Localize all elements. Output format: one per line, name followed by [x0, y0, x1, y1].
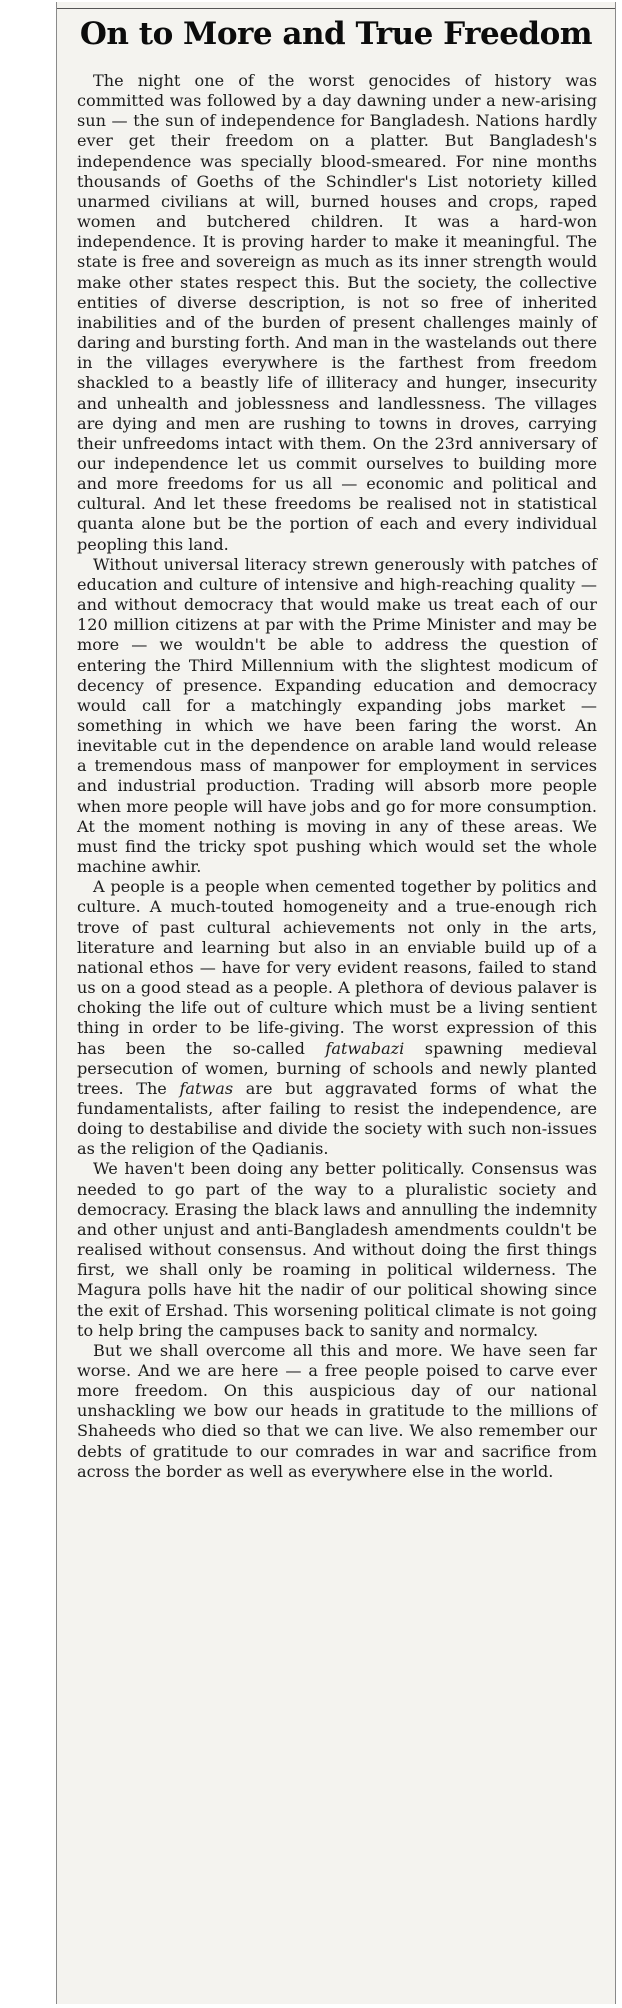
top-rule: [57, 8, 615, 9]
text-run: A people is a people when cemented together by politics and culture. A much-touted homogeneity and a true-enough rich trove of past cultural achievements not only in the arts, literature and learning but also in an enviable build up of a national ethos — have for very evident reasons, failed to stand us on a good stead as a people. A plethora of devious palaver is choking the life out of culture which must be a living sentient thing in order to be life-giving. The worst expression of this has been the so-called: [77, 877, 597, 1058]
article-paragraph: [77, 877, 597, 1159]
text-run: spawning medieval persecution of women, burning of schools and newly planted trees. The: [77, 1038, 598, 1098]
newspaper-clipping: [56, 2, 616, 2004]
text-run: We haven't been doing any better politically. Consensus was needed to go part of the way to a pluralistic society and democracy. Erasing the black laws and annulling the indemnity and other unjust and anti-Bangladesh amendments couldn't be realised without consensus. And without doing the first things first, we shall only be roaming in political wilderness. The Magura polls have hit the nadir of our political showing since the exit of Ershad. This worsening political climate is not going to help bring the campuses back to sanity and normalcy.: [77, 1159, 597, 1340]
article-paragraph: [77, 71, 597, 555]
article-paragraph: [77, 1159, 597, 1340]
article-paragraph: [77, 1341, 597, 1482]
text-run: are but aggravated forms of what the fundamentalists, after failing to resist the independence, are doing to destabilise and divide the society with such non-issues as the religion of the Qadianis.: [77, 1078, 597, 1159]
text-run: Without universal literacy strewn generously with patches of education and culture of intensive and high-reaching quality — and without democracy that would make us treat each of our 120 million citizens at par with the Prime Minister and may be more — we wouldn't be able to address the question of entering the Third Millennium with the slightest modicum of decency of presence. Expanding education and democracy would call for a matchingly expanding jobs market — something in which we have been faring the worst. An inevitable cut in the dependence on arable land would release a tremendous mass of manpower for employment in services and industrial production. Trading will absorb more people when more people will have jobs and go for more consumption. At the moment nothing is moving in any of these areas. We must find the tricky spot pushing which would set the whole machine awhir.: [77, 554, 597, 877]
text-run: But we shall overcome all this and more. We have seen far worse. And we are here — a free people poised to carve ever more freedom. On this auspicious day of our national unshackling we bow our heads in gratitude to the millions of Shaheeds who died so that we can live. We also remember our debts of gratitude to our comrades in war and sacrifice from across the border as well as everywhere else in the world.: [77, 1340, 597, 1481]
article-paragraph: [77, 555, 597, 878]
italic-term: fatwas: [179, 1078, 234, 1098]
headline: On to More and True Freedom: [79, 16, 593, 52]
text-run: The night one of the worst genocides of history was committed was followed by a day dawning under a new-arising sun — the sun of independence for Bangladesh. Nations hardly ever get their freedom on a platter. But Bangladesh's independence was specially blood-smeared. For nine months thousands of Goeths of the Schindler's List notoriety killed unarmed civilians at will, burned houses and crops, raped women and butchered children. It was a hard-won independence. It is proving harder to make it meaningful. The state is free and sovereign as much as its inner strength would make other states respect this. But the society, the collective entities of diverse description, is not so free of inherited inabilities and of the burden of present challenges mainly of daring and bursting forth. And man in the wastelands out there in the villages everywhere is the farthest from freedom shackled to a beastly life of illiteracy and hunger, insecurity and unhealth and joblessness and landlessness. The villages are dying and men are rushing to towns in droves, carrying their unfreedoms intact with them. On the 23rd anniversary of our independence let us commit ourselves to building more and more freedoms for us all — economic and political and cultural. And let these freedoms be realised not in statistical quanta alone but be the portion of each and every individual peopling this land.: [77, 71, 597, 554]
italic-term: fatwabazi: [325, 1038, 405, 1058]
article-body: [77, 71, 597, 1482]
